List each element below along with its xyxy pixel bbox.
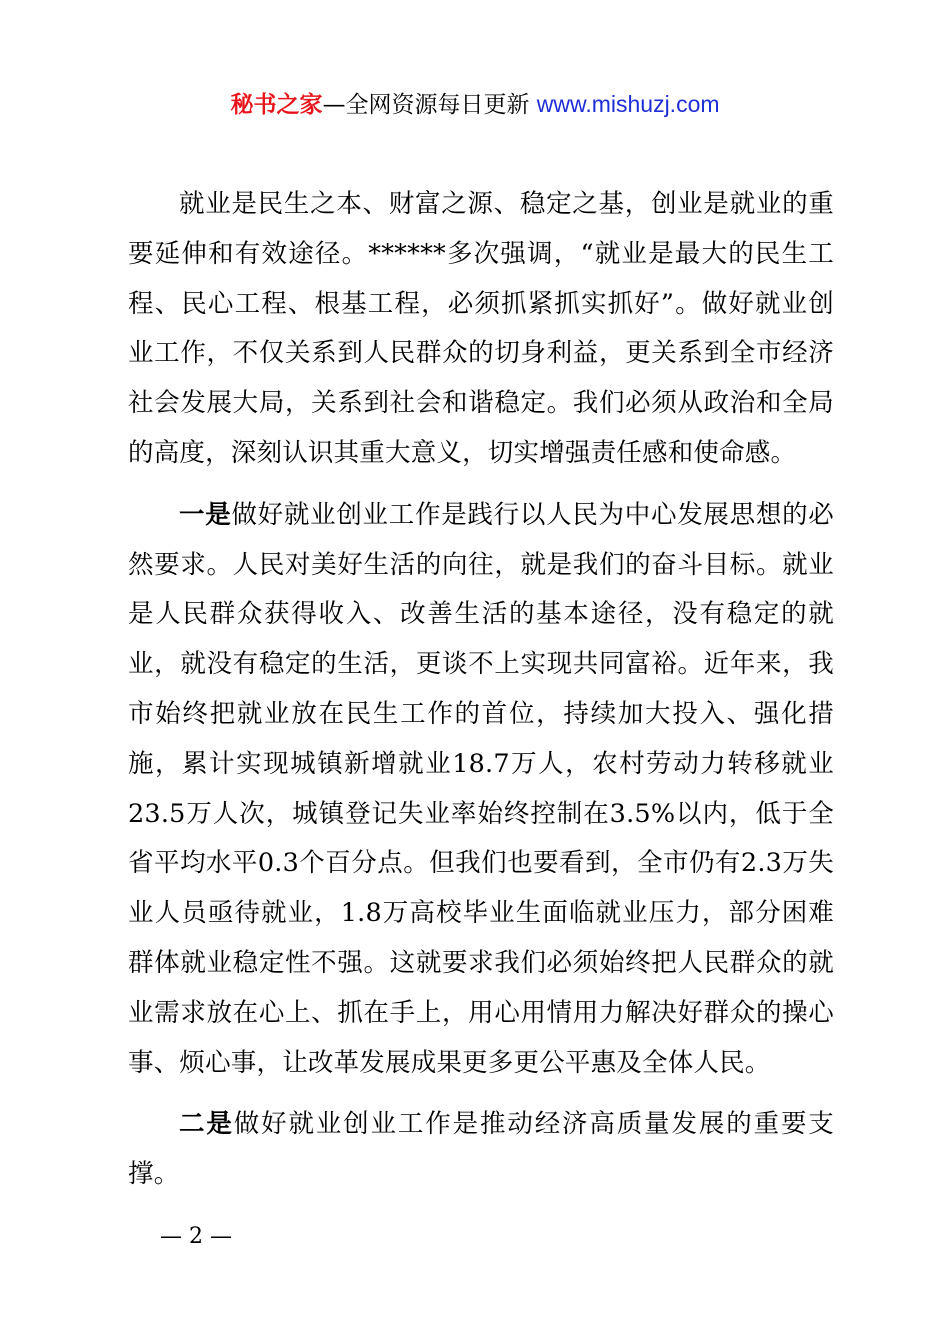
paragraph-point-two xyxy=(128,1100,834,1200)
site-tagline: —全网资源每日更新 xyxy=(322,92,537,118)
paragraph-lead: 二是 xyxy=(179,1109,234,1140)
paragraph-text: 做好就业创业工作是推动经济高质量发展的重要支撑。 xyxy=(128,1109,835,1190)
site-brand: 秘书之家 xyxy=(230,92,323,118)
paragraph-intro xyxy=(128,180,834,479)
site-url[interactable]: www.mishuzj.com xyxy=(536,91,720,117)
paragraph-point-one xyxy=(128,491,834,1089)
paragraph-text: 就业是民生之本、财富之源、稳定之基，创业是就业的重要延伸和有效途径。******多次强调，“就业是最大的民生工程、民心工程、根基工程，必须抓紧抓实抓好”。做好就业创业工作，不仅关系到人民群众的切身利益，更关系到全市经济社会发展大局，关系到社会和谐稳定。我们必须从政治和全局的高度，深刻认识其重大意义，切实增强责任感和使命感。 xyxy=(128,189,834,468)
document-body xyxy=(128,180,834,1212)
page-number: — 2 — xyxy=(160,1224,232,1249)
paragraph-text: 做好就业创业工作是践行以人民为中心发展思想的必然要求。人民对美好生活的向往，就是我们的奋斗目标。就业是人民群众获得收入、改善生活的基本途径，没有稳定的就业，就没有稳定的生活，更谈不上实现共同富裕。近年来，我市始终把就业放在民生工作的首位，持续加大投入、强化措施，累计实现城镇新增就业18.7万人，农村劳动力转移就业23.5万人次，城镇登记失业率始终控制在3.5%以内，低于全省平均水平0.3个百分点。但我们也要看到，全市仍有2.3万失业人员亟待就业，1.8万高校毕业生面临就业压力，部分困难群体就业稳定性不强。这就要求我们必须始终把人民群众的就业需求放在心上、抓在手上，用心用情用力解决好群众的操心事、烦心事，让改革发展成果更多更公平惠及全体人民。 xyxy=(128,499,834,1078)
paragraph-lead: 一是 xyxy=(179,499,232,530)
site-header xyxy=(0,86,950,123)
